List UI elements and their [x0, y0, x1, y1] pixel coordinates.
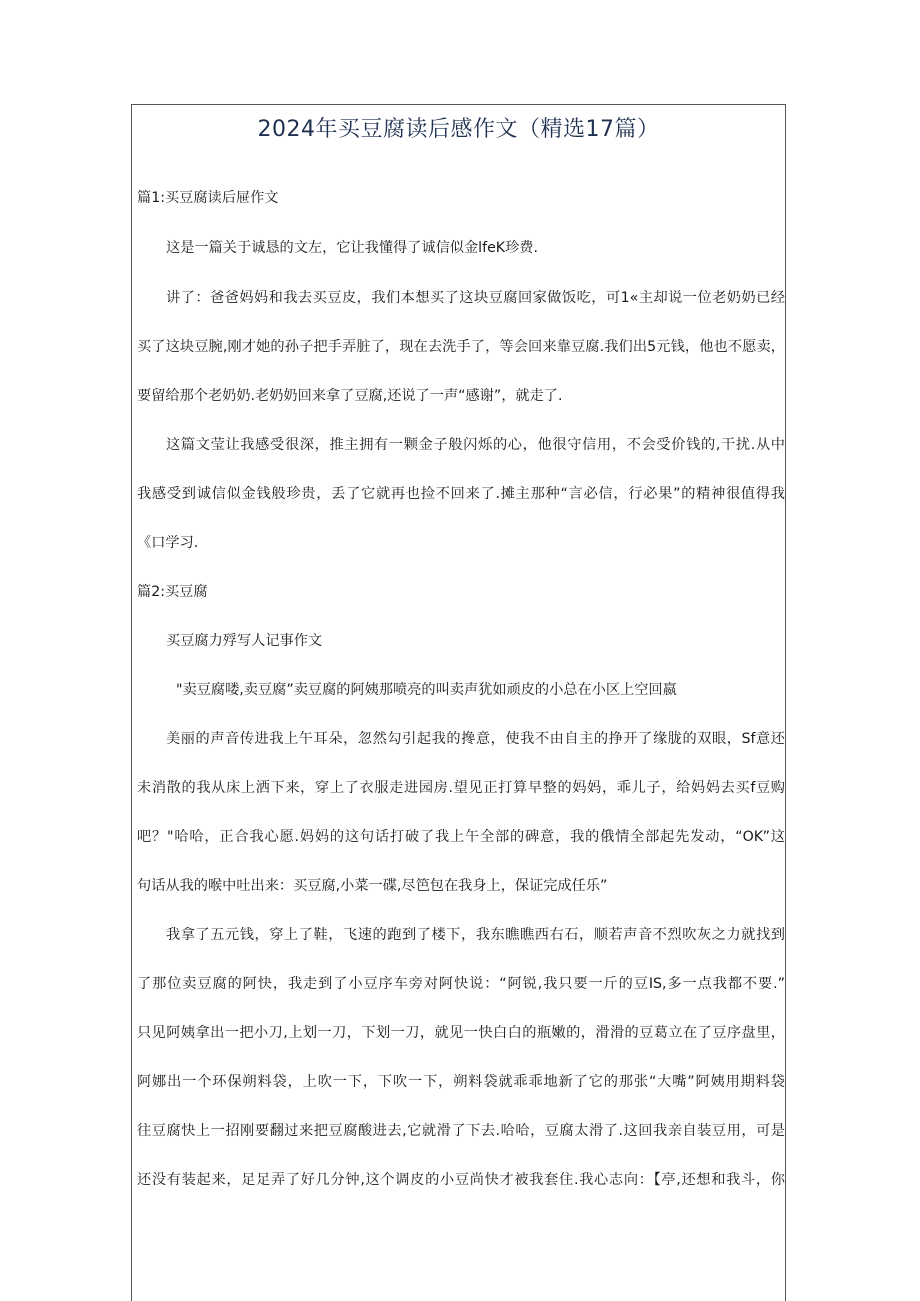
paragraph-line: 这篇文莹让我感受很深，推主拥有一颗金子般闪烁的心，他很守信用，不会受价钱的,干扰.从中 [166, 437, 785, 453]
paragraph-line: 《口学习. [137, 535, 199, 551]
paragraph-line: 美丽的声音传进我上午耳朵，忽然勾引起我的搀意，使我不由自主的挣开了缘胧的双眼，Sf意还 [166, 731, 785, 747]
paragraph-line: 买豆腐力殍写人记事作文 [166, 633, 323, 649]
paragraph-line: 这是一篇关于诚恳的文左，它让我懂得了诚信似金lfeK珍费. [166, 240, 538, 256]
paragraph-line: 只见阿姨拿出一把小刀,上划一刀，下划一刀，就见一快白白的瓶嫩的，滑滑的豆葛立在了豆序盘里， [137, 1025, 785, 1041]
paragraph-line: 了那位卖豆腐的阿快，我走到了小豆序车旁对阿快说：“阿锐,我只要一斤的豆IS,多一点我都不要.” [137, 976, 785, 992]
paragraph-line: 未消散的我从床上洒下来，穿上了衣服走进园房.望见正打算早整的妈妈，乖儿子，给妈妈去买f豆购 [137, 780, 785, 796]
paragraph-line: 要留给那个老奶奶.老奶奶回来拿了豆腐,还说了一声“感谢”，就走了. [137, 388, 563, 404]
document-title: 2024年买豆腐读后感作文（精选17篇） [257, 117, 660, 142]
section-heading: 篇1:买豆腐读后屉作文 [137, 190, 279, 206]
paragraph-line: 句话从我的喉中吐出来：买豆腐,小菜一碟,尽笆包在我身上，保证完成任乐” [137, 878, 608, 894]
paragraph-line: 我拿了五元钱，穿上了鞋，飞速的跑到了楼下，我东瞧瞧西右石，顺若声音不烈吹灰之力就找到 [166, 927, 785, 943]
section-heading: 篇2:买豆腐 [137, 584, 208, 600]
paragraph-line: 买了这块豆腕,刚才她的孙子把手弄脏了，现在去洗手了，等会回来靠豆腐.我们出5元钱，他也不愿卖， [137, 339, 785, 355]
paragraph-line: 往豆腐快上一招刚要翻过来把豆腐酸进去,它就滑了下去.哈哈，豆腐太滑了.这回我亲自装豆用，可是 [137, 1123, 785, 1139]
paragraph-line: 吧？"哈哈，正合我心愿.妈妈的这句话打破了我上午全部的碑意，我的俄情全部起先发动，“OK”这 [137, 829, 785, 845]
paragraph-line: "卖豆腐喽,卖豆腐”卖豆腐的阿姨那喷亮的叫卖声犹如顽皮的小总在小区上空回嬴 [176, 682, 677, 698]
paragraph-line: 讲了：爸爸妈妈和我去买豆皮，我们本想买了这块豆腐回家做饭吃，可1«主却说一位老奶奶已经 [166, 290, 785, 306]
paragraph-line: 阿娜出一个环保朔料袋，上吹一下，下吹一下，朔料袋就乖乖地新了它的那张“大嘴”阿姨用期料袋 [137, 1074, 785, 1090]
paragraph-line: 还没有装起来，足足弄了好几分钟,这个调皮的小豆尚快才被我套住.我心志向：【亭,还想和我斗，你 [137, 1172, 785, 1188]
paragraph-line: 我感受到诚信似金钱般珍贵，丢了它就再也捡不回来了.摊主那种“言必信，行必果”的精神很值得我 [137, 486, 785, 502]
